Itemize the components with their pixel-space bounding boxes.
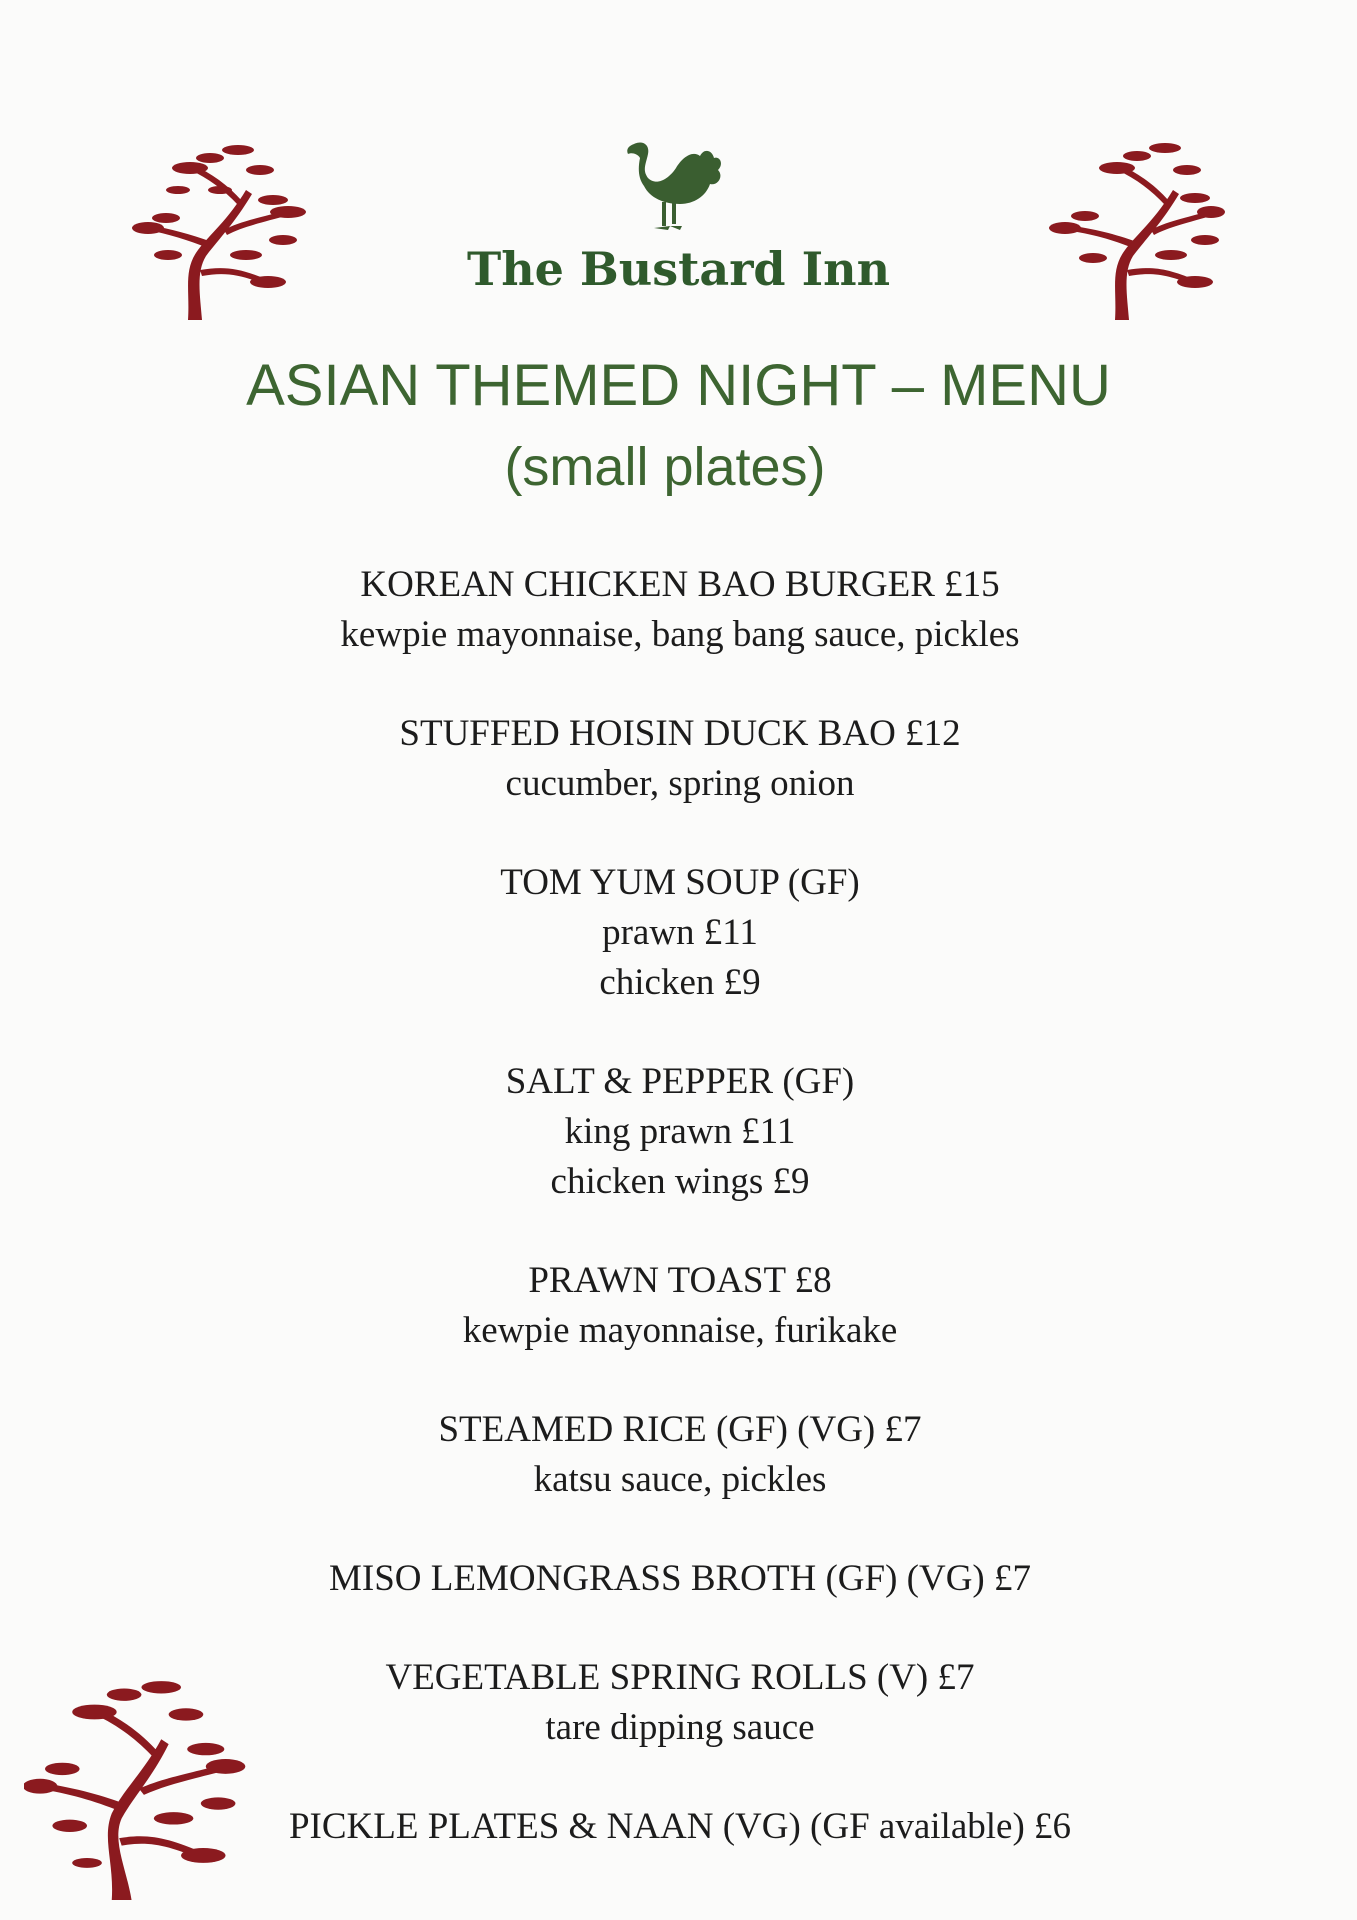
menu-item-description: cucumber, spring onion xyxy=(505,763,855,804)
menu-item-name: PICKLE PLATES & NAAN (VG) (GF available) £6 xyxy=(288,1806,1072,1847)
menu-item-name: STEAMED RICE (GF) (VG) £7 xyxy=(438,1409,922,1450)
menu-item-option: chicken £9 xyxy=(599,962,761,1003)
menu-item xyxy=(180,1653,1180,1753)
menu-item-option: prawn £11 xyxy=(602,912,758,953)
menu-item-option: chicken wings £9 xyxy=(550,1161,810,1202)
page-subtitle: (small plates) xyxy=(504,437,826,497)
menu-item-name: TOM YUM SOUP (GF) xyxy=(500,862,860,903)
menu-item-description: kewpie mayonnaise, bang bang sauce, pickles xyxy=(340,614,1020,655)
bustard-logo-icon xyxy=(620,138,730,238)
menu-item xyxy=(180,1057,1180,1207)
menu-item-name: STUFFED HOISIN DUCK BAO £12 xyxy=(399,713,961,754)
menu-item xyxy=(180,709,1180,809)
menu-item xyxy=(180,858,1180,1008)
brand-name: The Bustard Inn xyxy=(466,242,891,296)
menu-item-name: MISO LEMONGRASS BROTH (GF) (VG) £7 xyxy=(328,1558,1031,1599)
menu-item xyxy=(180,1802,1180,1852)
menu-item xyxy=(180,1256,1180,1356)
menu-item-name: PRAWN TOAST £8 xyxy=(528,1260,832,1301)
menu-item xyxy=(180,560,1180,660)
menu-item xyxy=(180,1554,1180,1604)
menu-item-name: VEGETABLE SPRING ROLLS (V) £7 xyxy=(385,1657,975,1698)
menu-item-option: king prawn £11 xyxy=(564,1111,796,1152)
menu-item-description: tare dipping sauce xyxy=(545,1707,815,1748)
menu-list xyxy=(180,560,1180,1901)
menu-item-name: SALT & PEPPER (GF) xyxy=(505,1061,855,1102)
menu-item xyxy=(180,1405,1180,1505)
menu-item-name: KOREAN CHICKEN BAO BURGER £15 xyxy=(360,564,1000,605)
page-title: ASIAN THEMED NIGHT – MENU xyxy=(246,353,1111,418)
menu-item-description: katsu sauce, pickles xyxy=(533,1459,827,1500)
menu-item-description: kewpie mayonnaise, furikake xyxy=(462,1310,898,1351)
